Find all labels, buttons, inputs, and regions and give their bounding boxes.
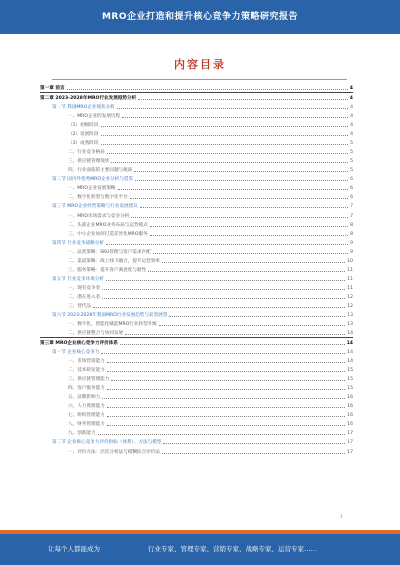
- toc-entry[interactable]: [40, 111, 353, 120]
- toc-entry-text: （2）发展阶段: [68, 132, 99, 138]
- toc-entry-text: （3）成熟阶段: [68, 141, 99, 147]
- toc-leader-dots: [98, 434, 346, 435]
- toc-entry-text: 二、数字化转型与数字化平台: [68, 195, 128, 201]
- toc-page-number: 15: [347, 386, 353, 392]
- toc-entry[interactable]: [40, 347, 353, 356]
- toc-entry-text: 第一节 企业核心竞争力: [52, 350, 100, 355]
- table-of-contents: [40, 83, 353, 456]
- toc-leader-dots: [101, 144, 349, 145]
- toc-page-number: 5: [350, 150, 353, 156]
- toc-leader-dots: [111, 380, 345, 381]
- toc-leader-dots: [162, 453, 345, 454]
- toc-page-number: 8: [350, 231, 353, 237]
- toc-page-number: 16: [347, 395, 353, 401]
- toc-entry[interactable]: [40, 410, 353, 419]
- toc-entry-text: 一、MRO企业发展策略: [68, 186, 116, 192]
- toc-entry[interactable]: [40, 446, 353, 455]
- toc-entry[interactable]: [40, 383, 353, 392]
- toc-leader-dots: [118, 189, 349, 190]
- toc-leader-dots: [150, 226, 348, 227]
- toc-entry-text: 一、品类策略：SKU管理与客户需求匹配: [68, 249, 151, 255]
- toc-entry[interactable]: [40, 283, 353, 292]
- toc-leader-dots: [162, 262, 345, 263]
- toc-entry[interactable]: [40, 301, 353, 310]
- toc-entry[interactable]: [40, 201, 353, 210]
- toc-page-number: 9: [350, 249, 353, 255]
- toc-leader-dots: [102, 298, 345, 299]
- toc-leader-dots: [107, 371, 345, 372]
- toc-entry-text: 第三节 MRO企业经营策略与行业发展建议: [52, 204, 138, 210]
- toc-entry[interactable]: [40, 319, 353, 328]
- toc-entry[interactable]: [40, 147, 353, 156]
- toc-entry[interactable]: [40, 356, 353, 365]
- toc-leader-dots: [169, 316, 345, 317]
- toc-entry-text: 二、行业竞争格局: [68, 150, 105, 156]
- toc-page-number: 4: [349, 86, 353, 92]
- toc-entry[interactable]: [40, 83, 353, 92]
- toc-page-number: 5: [350, 141, 353, 147]
- toc-leader-dots: [125, 334, 345, 335]
- toc-entry-text: 一、MRO企业的发展历程: [68, 113, 121, 119]
- toc-page-number: 4: [350, 104, 353, 110]
- toc-entry-text: 三、中小企业如何打造差异化MRO服务: [68, 231, 148, 237]
- toc-page-number: 17: [347, 449, 353, 455]
- toc-entry[interactable]: [40, 165, 353, 174]
- toc-leader-dots: [135, 180, 348, 181]
- toc-entry-text: 二、渠道策略：线上线下融合，提升运营效率: [68, 258, 160, 264]
- toc-entry[interactable]: [40, 120, 353, 129]
- footer-slogan: 让每个人都能成为: [48, 545, 100, 553]
- footer-expert-list: 行业专家、管理专家、营销专家、战略专家、运营专家……: [148, 545, 317, 553]
- toc-entry[interactable]: [40, 328, 353, 337]
- toc-entry-text: 一、评价方法：层次分析法与模糊综合评价法: [68, 449, 160, 455]
- toc-page-number: 14: [347, 359, 353, 365]
- toc-leader-dots: [67, 89, 348, 90]
- document-title: 内容目录: [174, 58, 226, 71]
- toc-entry[interactable]: [40, 428, 353, 437]
- toc-page-number: 17: [347, 431, 353, 437]
- toc-page-number: 6: [350, 195, 353, 201]
- toc-entry-text: 第一节 我国MRO企业现状分析: [52, 104, 115, 110]
- toc-entry-text: 六、人力资源能力: [68, 404, 105, 410]
- toc-entry-text: 第六节 2023-2028年我国MRO行业发展趋势与前景展望: [52, 313, 168, 319]
- toc-page-number: 16: [347, 422, 353, 428]
- toc-page-number: 10: [347, 258, 353, 264]
- toc-page-number: 4: [350, 132, 353, 138]
- toc-page-number: 17: [347, 440, 353, 446]
- toc-entry[interactable]: [40, 374, 353, 383]
- toc-page-number: 9: [350, 240, 353, 246]
- toc-entry[interactable]: [40, 93, 353, 102]
- toc-entry[interactable]: [40, 274, 353, 283]
- toc-entry-text: 第五节 行业竞争环境分析: [52, 276, 104, 282]
- toc-page-number: 14: [346, 340, 353, 346]
- toc-entry-text: 第四节 行业竞争战略分析: [52, 240, 104, 246]
- toc-entry-text: 二、头部企业MRO业务布局与运营模式: [68, 222, 148, 228]
- toc-leader-dots: [101, 135, 349, 136]
- toc-leader-dots: [106, 280, 345, 281]
- toc-entry[interactable]: [40, 156, 353, 165]
- toc-leader-dots: [140, 207, 348, 208]
- toc-entry-text: 四、客户服务能力: [68, 386, 105, 392]
- toc-entry-text: 三、替代品: [68, 303, 91, 309]
- toc-leader-dots: [131, 217, 348, 218]
- toc-entry-text: 第二章 2023-2028年MRO行业发展趋势分析: [40, 95, 137, 101]
- toc-entry[interactable]: [40, 310, 353, 319]
- toc-page-number: 12: [347, 294, 353, 300]
- toc-entry[interactable]: [40, 210, 353, 219]
- toc-page-number: 13: [347, 322, 353, 328]
- toc-leader-dots: [107, 153, 348, 154]
- toc-leader-dots: [138, 99, 348, 100]
- toc-entry-text: 二、潜在进入者: [68, 294, 101, 300]
- toc-leader-dots: [102, 398, 345, 399]
- toc-page-number: 16: [347, 413, 353, 419]
- toc-page-number: 15: [347, 377, 353, 383]
- toc-leader-dots: [117, 108, 348, 109]
- toc-page-number: 12: [347, 303, 353, 309]
- toc-entry[interactable]: [40, 401, 353, 410]
- toc-leader-dots: [111, 162, 348, 163]
- toc-entry-text: 第二节 国内外优秀MRO企业分析与借鉴: [52, 177, 134, 183]
- toc-leader-dots: [159, 325, 345, 326]
- toc-page-number: 5: [350, 168, 353, 174]
- header-title: MRO企业打造和提升核心竞争力策略研究报告: [101, 12, 299, 22]
- toc-entry-text: 五、品牌影响力: [68, 395, 101, 401]
- toc-page-number: 6: [350, 177, 353, 183]
- toc-entry-text: 三、供应链管理能力: [68, 377, 110, 383]
- toc-leader-dots: [102, 289, 345, 290]
- toc-entry-text: 一、MRO市场需求与竞争分析: [68, 213, 130, 219]
- toc-leader-dots: [107, 425, 345, 426]
- toc-entry[interactable]: [40, 392, 353, 401]
- toc-entry[interactable]: [40, 247, 353, 256]
- toc-entry-text: 三、供应链管理现状: [68, 159, 110, 165]
- toc-leader-dots: [122, 117, 348, 118]
- toc-entry-text: 九、创新能力: [68, 431, 96, 437]
- toc-entry-text: 八、财务管理能力: [68, 422, 105, 428]
- toc-page-number: 7: [350, 204, 353, 210]
- toc-entry-text: 七、组织管理能力: [68, 413, 105, 419]
- toc-leader-dots: [101, 126, 349, 127]
- toc-page-number: 11: [347, 276, 353, 282]
- toc-leader-dots: [148, 271, 345, 272]
- toc-leader-dots: [107, 407, 345, 408]
- toc-entry[interactable]: [40, 220, 353, 229]
- toc-entry[interactable]: [40, 238, 353, 247]
- toc-leader-dots: [120, 344, 345, 345]
- page-number: 1: [340, 514, 343, 519]
- toc-entry[interactable]: [40, 174, 353, 183]
- toc-page-number: 13: [347, 313, 353, 319]
- toc-leader-dots: [107, 416, 345, 417]
- toc-entry-text: 二、技术研发能力: [68, 368, 105, 374]
- toc-entry-text: 第三章 MRO企业核心竞争力评价体系: [40, 340, 118, 346]
- toc-entry[interactable]: [40, 419, 353, 428]
- toc-page-number: 4: [350, 123, 353, 129]
- toc-entry[interactable]: [40, 129, 353, 138]
- toc-entry[interactable]: [40, 138, 353, 147]
- toc-leader-dots: [150, 235, 348, 236]
- toc-page-number: 8: [350, 222, 353, 228]
- toc-leader-dots: [163, 443, 345, 444]
- toc-entry[interactable]: [40, 338, 353, 347]
- toc-leader-dots: [93, 307, 345, 308]
- toc-page-number: 16: [347, 404, 353, 410]
- toc-leader-dots: [153, 253, 348, 254]
- toc-entry[interactable]: [40, 256, 353, 265]
- toc-leader-dots: [107, 389, 345, 390]
- toc-page-number: 7: [350, 213, 353, 219]
- toc-entry[interactable]: [40, 365, 353, 374]
- toc-page-number: 6: [350, 186, 353, 192]
- toc-leader-dots: [134, 171, 348, 172]
- title-divider: [52, 79, 347, 80]
- toc-entry[interactable]: [40, 292, 353, 301]
- toc-leader-dots: [101, 353, 345, 354]
- toc-page-number: 4: [349, 95, 353, 101]
- toc-entry-text: 一、数字化、智能化赋能MRO行业转型升级: [68, 322, 157, 328]
- toc-leader-dots: [130, 198, 348, 199]
- toc-entry-text: 一、现有竞争者: [68, 285, 101, 291]
- toc-leader-dots: [107, 362, 345, 363]
- toc-entry-text: 第二节 企业核心竞争力评价指标（体系）、方法与模型: [52, 440, 162, 446]
- toc-entry-text: 一、市场营销能力: [68, 359, 105, 365]
- toc-page-number: 14: [347, 350, 353, 355]
- toc-entry-text: 三、服务策略：提升客户满意度与黏性: [68, 267, 147, 273]
- toc-entry[interactable]: [40, 437, 353, 446]
- toc-page-number: 5: [350, 159, 353, 165]
- toc-entry[interactable]: [40, 192, 353, 201]
- toc-entry[interactable]: [40, 265, 353, 274]
- toc-page-number: 14: [347, 331, 353, 337]
- toc-page-number: 11: [347, 285, 353, 291]
- toc-entry-text: 第一章 前言: [40, 86, 65, 92]
- toc-entry[interactable]: [40, 183, 353, 192]
- toc-entry[interactable]: [40, 229, 353, 238]
- toc-page-number: 15: [347, 368, 353, 374]
- toc-leader-dots: [106, 244, 348, 245]
- toc-entry-text: 四、行业面临的主要问题与挑战: [68, 168, 133, 174]
- toc-page-number: 11: [347, 267, 353, 273]
- toc-page-number: 4: [350, 113, 353, 119]
- toc-entry-text: 二、供应链整合与协同发展: [68, 331, 124, 337]
- toc-entry-text: （1）初级阶段: [68, 123, 99, 129]
- toc-entry[interactable]: [40, 102, 353, 111]
